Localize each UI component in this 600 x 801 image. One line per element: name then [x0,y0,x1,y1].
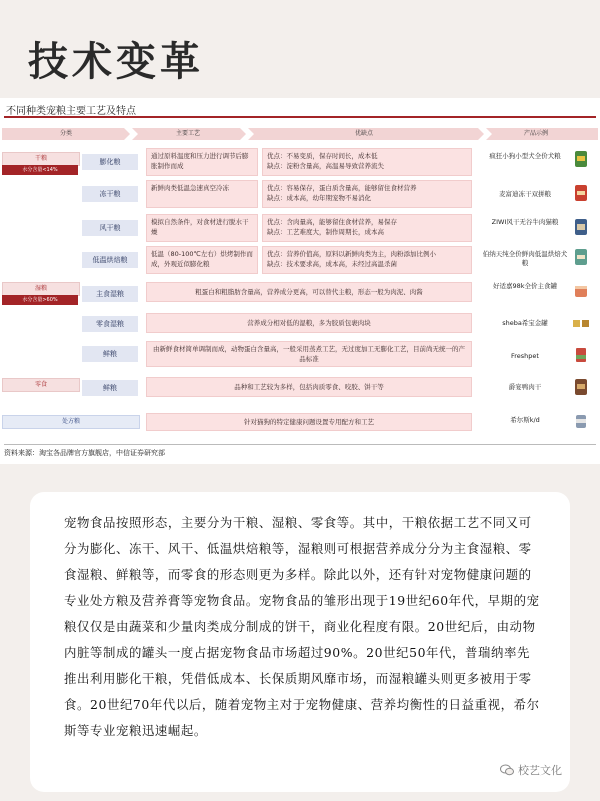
pros-air-dried: 优点：含肉量高，能够留住食材营养，易保存 [267,218,397,226]
cell-proscons-puffed [262,148,472,176]
group-dry-food: 干粮 [2,152,80,166]
source-rule [4,444,596,445]
header-examples: 产品示例 [524,130,549,137]
row-label-low-temp-baked: 低温烘焙粮 [82,252,138,268]
description-card [30,492,570,792]
row-label-staple-wet: 主食湿粮 [82,286,138,302]
example-fresh: Freshpet [511,352,539,360]
example-staple-wet: 好适嘉98k全价主食罐 [492,282,558,290]
pros-freeze-dried: 优点：容易保存，蛋白质含量高，能够留住食材营养 [267,184,417,192]
product-bag-icon [572,378,590,396]
cell-desc-snack-wet: 营养成分相对低的湿粮，多为胶质包裹肉块 [146,313,472,333]
example-prescription: 希尔斯k/d [510,416,540,424]
cons-air-dried: 缺点：工艺难度大，制作周期长，成本高 [267,228,384,236]
cell-process-freeze-dried: 新鲜肉类低温急速真空冷冻 [146,180,258,208]
row-label-air-dried: 风干粮 [82,220,138,236]
table-header [0,128,600,140]
product-pack-icon [572,346,590,364]
row-label-treat: 鲜粮 [82,380,138,396]
product-bag-icon [572,184,590,202]
cell-process-low-temp-baked: 低温（80-100℃左右）烘烤制作而成，外观近似膨化粮 [146,246,258,274]
cell-proscons-freeze-dried [262,180,472,208]
group-treats: 零食 [2,378,80,392]
row-label-snack-wet: 零食湿粮 [82,316,138,332]
cons-puffed: 缺点：淀粉含量高，高温易导致营养流失 [267,162,384,170]
pros-low-temp-baked: 优点：营养价值高，原料以新鲜肉类为主，肉粉添加比例小 [267,250,436,258]
header-category: 分类 [60,130,73,137]
cell-desc-treat: 品种和工艺较为多样，包括肉质零食、咬胶、饼干等 [146,377,472,397]
group-wet-food-moisture: 水分含量>60% [2,295,78,305]
product-can-icon [572,412,590,430]
example-freeze-dried: 麦富迪冻干双拼粮 [499,190,551,198]
example-low-temp-baked: 伯纳天纯全价鲜肉低温烘焙犬粮 [482,250,568,267]
product-cans-icon [572,314,590,332]
wechat-icon [500,764,514,776]
cell-process-air-dried: 模拟自然条件，对食材进行脱水干燥 [146,214,258,242]
pros-puffed: 优点：不易变质，保存时间长，成本低 [267,152,378,160]
example-snack-wet: sheba希宝金罐 [502,319,548,327]
header-process: 主要工艺 [176,130,201,137]
table-heading: 不同种类宠粮主要工艺及特点 [6,106,136,117]
product-bag-icon [572,248,590,266]
cell-desc-fresh: 由新鲜食材简单调制而成，动物蛋白含量高，一般采用蒸煮工艺，无过度加工无膨化工艺，目前尚无统一的产品标准 [146,341,472,367]
example-air-dried: ZIWI风干无谷牛肉猫粮 [491,218,559,226]
brand-name: 校艺文化 [518,764,562,777]
product-can-icon [572,282,590,300]
product-bag-icon [572,150,590,168]
row-label-fresh: 鲜粮 [82,346,138,362]
product-bag-icon [572,218,590,236]
comparison-table-card [0,98,600,464]
cell-proscons-air-dried [262,214,472,242]
group-dry-food-moisture: 水分含量<14% [2,165,78,175]
source-note: 资料来源：淘宝各品牌官方旗舰店，中信证券研究部 [4,449,165,457]
page-title: 技术变革 [28,38,204,85]
header-pros-cons: 优缺点 [355,130,374,137]
example-treat: 爵宴鸭肉干 [508,383,542,391]
header-arrows [0,128,600,140]
group-wet-food: 湿粮 [2,282,80,296]
cell-desc-prescription: 针对猫狗的特定健康问题设置专用配方和工艺 [146,413,472,431]
cons-freeze-dried: 缺点：成本高，幼年期宠物不易消化 [267,194,371,202]
cell-process-puffed: 通过原料温度和压力进行调节后膨胀制作而成 [146,148,258,176]
cons-low-temp-baked: 缺点：技术要求高，成本高，未经过高温杀菌 [267,260,397,268]
example-puffed: 疯狂小狗小型犬全价犬粮 [489,152,561,160]
cell-proscons-low-temp-baked [262,246,472,274]
row-label-freeze-dried: 冻干粮 [82,186,138,202]
row-label-puffed: 膨化粮 [82,154,138,170]
description-text: 宠物食品按照形态，主要分为干粮、湿粮、零食等。其中，干粮依据工艺不同又可分为膨化、冻干、风干、低温烘焙粮等，湿粮则可根据营养成分分为主食湿粮、零食湿粮、鲜粮等，而零食的形态则更为多样。除此以外，还有针对宠物健康问题的专业处方粮及营养膏等宠物食品。宠物食品的雏形出现于19世纪60年代，早期的宠粮仅仅是由蔬菜和少量肉类成分制成的饼干，商业化程度有限。20世纪后，由动物内脏等制成的罐头一度占据宠物食品市场超过90%。20世纪50年代，普瑞纳率先推出利用膨化干粮，凭借低成本、长保质期风靡市场，而湿粮罐头则更多被用于零食。20世纪70年代以后，随着宠物主对于宠物健康、营养均衡性的日益重视，希尔斯等专业宠粮迅速崛起。 [64,515,540,738]
cell-desc-staple-wet: 粗蛋白和粗脂肪含量高，营养成分更高，可以替代主粮，形态一般为肉泥、肉酱 [146,282,472,302]
group-prescription: 处方粮 [2,415,140,429]
heading-rule [4,116,596,118]
brand-watermark [500,762,562,778]
